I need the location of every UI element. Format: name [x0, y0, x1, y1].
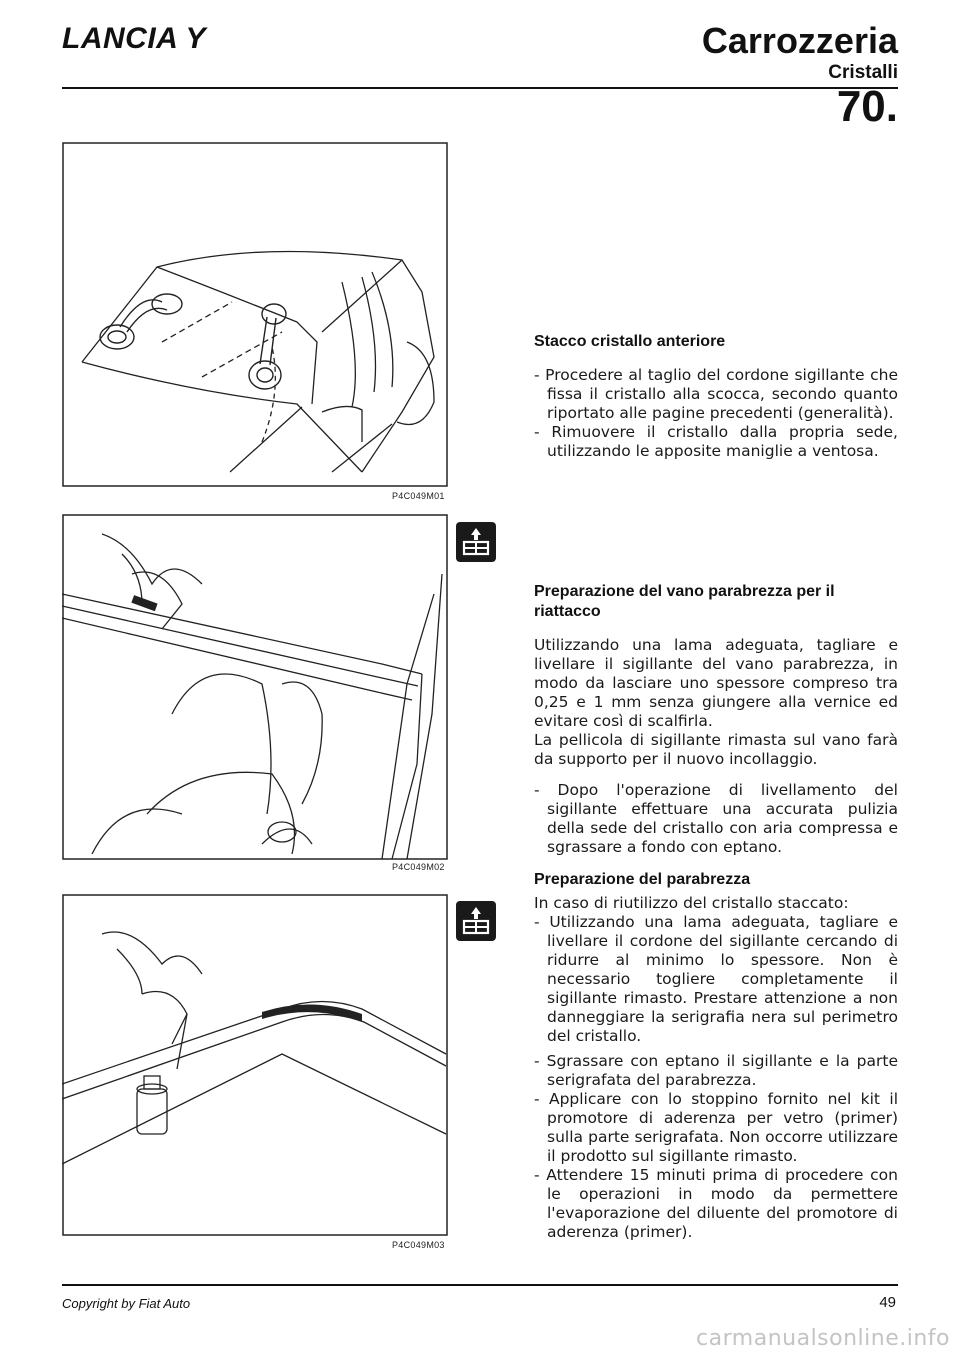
section-heading: Stacco cristallo anteriore [534, 333, 726, 350]
section-heading: Preparazione del vano parabrezza per il riattacco [534, 583, 835, 620]
figure-code-3: P4C049M03 [392, 1240, 445, 1250]
list-item: - Procedere al taglio del cordone sigillante che fissa il cristallo alla scocca, secondo quanto riportato alle pagine precedenti (generalità). [534, 366, 898, 422]
footer-divider [62, 1284, 898, 1286]
paragraph: Utilizzando una lama adeguata, tagliare e livellare il sigillante del vano parabrezza, in modo da lasciare uno spessore compreso tra 0,25 e 1 mm senza giungere alla vernice ed evitare così di scalfirla. [534, 636, 898, 730]
section-heading: Preparazione del parabrezza [534, 871, 751, 888]
brand-title: LANCIA Y [62, 22, 207, 55]
section-stacco-cristallo [534, 332, 898, 461]
windshield-sealant-cutting-illustration [62, 514, 448, 860]
paragraph: La pellicola di sigillante rimasta sul vano farà da supporto per il nuovo incollaggio. [534, 731, 898, 768]
copyright-text: Copyright by Fiat Auto [62, 1296, 191, 1311]
figure-primer-application [62, 894, 448, 1236]
list-item: - Utilizzando una lama adeguata, tagliare e livellare il cordone del sigillante cercando di ridurre al minimo lo spessore. Non è necessario togliere completamente il sigillante rimasto. Prestare attenzione a non danneggiare la serigrafia nera sul perimetro del cristallo. [534, 913, 898, 1045]
primer-application-illustration [62, 894, 448, 1236]
list-item: - Sgrassare con eptano il sigillante e la parte serigrafata del parabrezza. [534, 1052, 898, 1089]
windshield-suction-cups-illustration [62, 142, 448, 487]
section-preparazione-parabrezza [534, 870, 898, 1242]
figure-code-1: P4C049M01 [392, 491, 445, 501]
list-item: - Dopo l'operazione di livellamento del sigillante effettuare una accurata pulizia della sede del cristallo con aria compressa e sgrassare a fondo con eptano. [534, 781, 898, 856]
tool-equipment-icon [456, 901, 496, 941]
watermark-text: carmanualsonline.info [696, 1326, 950, 1351]
paragraph: In caso di riutilizzo del cristallo staccato: [534, 894, 849, 912]
list-item: - Applicare con lo stoppino fornito nel kit il promotore di aderenza per vetro (primer) sulla parte serigrafata. Non occorre utilizzare il prodotto sul sigillante rimasto. [534, 1090, 898, 1165]
figure-code-2: P4C049M02 [392, 862, 445, 872]
header-divider [62, 87, 898, 89]
section-preparazione-vano [534, 582, 898, 857]
list-item: - Attendere 15 minuti prima di procedere con le operazioni in modo da permettere l'evaporazione del diluente del promotore di aderenza (primer). [534, 1166, 898, 1241]
section-title: Carrozzeria [701, 20, 898, 61]
page-section-number: 70. [836, 82, 898, 131]
list-item: - Rimuovere il cristallo dalla propria sede, utilizzando le apposite maniglie a ventosa. [534, 423, 898, 460]
tool-equipment-icon [456, 522, 496, 562]
figure-windshield-suction [62, 142, 448, 487]
subsection-title: Cristalli [828, 62, 898, 83]
page-number: 49 [879, 1294, 896, 1311]
figure-sealant-cutting [62, 514, 448, 860]
